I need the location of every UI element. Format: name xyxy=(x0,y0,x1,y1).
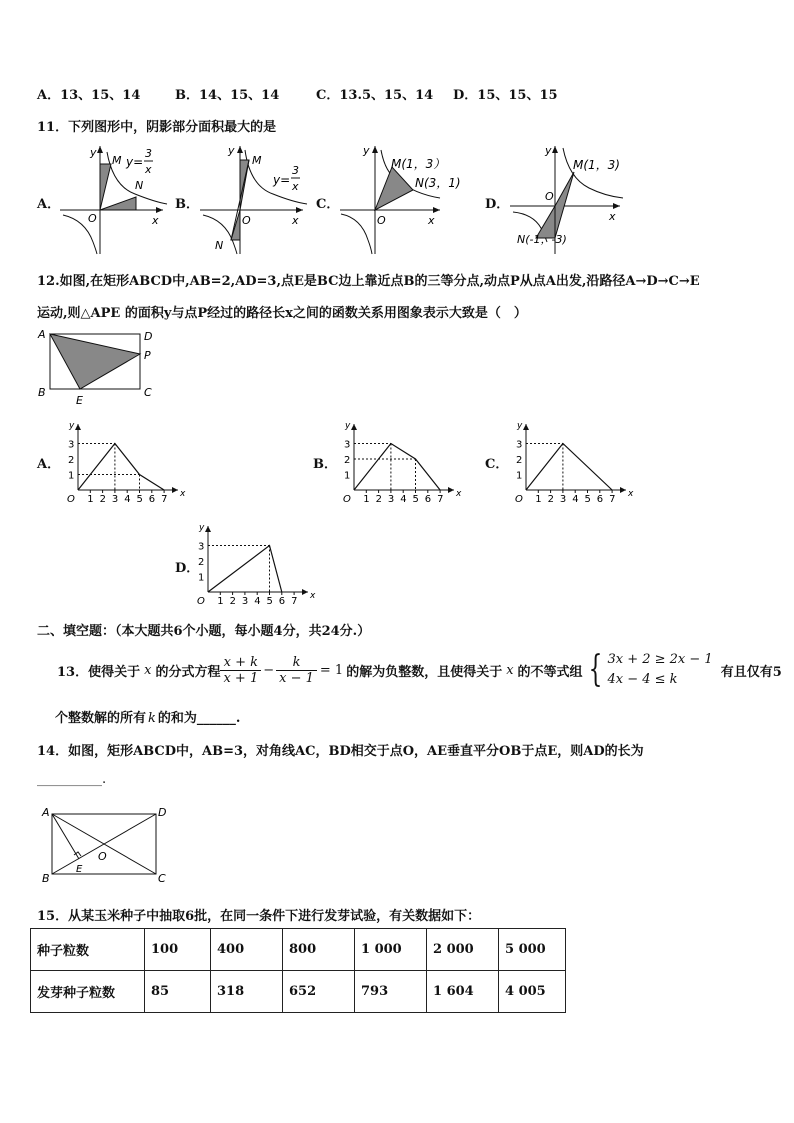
x-axis-arrow-icon xyxy=(302,589,308,595)
x-tick-label: 5 xyxy=(584,494,591,503)
x-tick-label: 4 xyxy=(572,494,579,503)
point-m-label: M xyxy=(252,154,262,167)
origin-label: O xyxy=(88,212,97,225)
fraction-numerator: x + k xyxy=(220,655,261,671)
q14-stem: 14．如图，矩形ABCD中，AB=3，对角线AC，BD相交于点O，AE垂直平分OB于点E，则AD的长为 xyxy=(37,744,644,759)
x-tick-label: 1 xyxy=(535,494,542,503)
point-n-label: N(-1，-3) xyxy=(517,233,567,246)
fraction-denominator: x − 1 xyxy=(279,670,314,686)
q12-rectangle-figure xyxy=(34,326,164,408)
table-cell: 100 xyxy=(145,929,211,971)
y-axis-arrow-icon xyxy=(523,424,529,430)
y-tick-label: 2 xyxy=(68,455,75,466)
fraction-numerator: k xyxy=(276,655,317,671)
table-cell: 652 xyxy=(283,971,355,1013)
origin-label: O xyxy=(377,214,386,227)
q13-text-4: 的不等式组 xyxy=(517,664,583,680)
left-brace-icon: { xyxy=(588,649,602,690)
table-cell: 793 xyxy=(355,971,427,1013)
q12-graph-d xyxy=(190,520,320,610)
graph-line xyxy=(208,546,282,593)
q10-option-b: B．14、15、14 xyxy=(175,88,280,103)
table-cell: 种子粒数 xyxy=(31,929,145,971)
q12-option-c-label: C． xyxy=(485,457,509,472)
q13-text-2: 的分式方程 xyxy=(155,664,221,680)
point-p-label: P xyxy=(144,349,151,362)
y-axis-arrow-icon xyxy=(205,526,211,532)
x-tick-label: 2 xyxy=(547,494,554,503)
table-row xyxy=(31,929,566,971)
y-axis-label: y xyxy=(545,144,552,157)
x-tick-label: 5 xyxy=(136,494,143,503)
q12-graph-c xyxy=(508,418,638,503)
x-axis-label: x xyxy=(609,210,616,223)
q12-stem-line1: 12.如图,在矩形ABCD中,AB=2,AD=3,点E是BC边上靠近点B的三等分点,动点P从点A出发,沿路径A→D→C→E xyxy=(37,274,700,289)
q13-var-k: k xyxy=(148,711,156,726)
table-row xyxy=(31,971,566,1013)
y-axis-label: y xyxy=(199,523,205,533)
point-a-label: A xyxy=(42,806,50,819)
q12-option-a-label: A． xyxy=(37,457,61,472)
q14-rectangle-figure xyxy=(36,802,176,886)
q11-option-d-label: D． xyxy=(485,197,510,212)
q11-option-c-label: C． xyxy=(316,197,340,212)
point-m-label: M(1，3） xyxy=(391,157,446,171)
y-axis-arrow-icon xyxy=(351,424,357,430)
point-e-label: E xyxy=(76,864,83,875)
origin-label: O xyxy=(242,214,251,227)
point-b-label: B xyxy=(42,872,50,885)
x-tick-label: 1 xyxy=(363,494,370,503)
point-b-label: B xyxy=(38,386,46,399)
table-cell: 2 000 xyxy=(427,929,499,971)
q11-option-b-label: B． xyxy=(175,197,199,212)
x-axis-label: x xyxy=(180,489,186,499)
origin-label: O xyxy=(515,494,523,503)
q13-text-1: 13．使得关于 xyxy=(57,664,141,680)
point-d-label: D xyxy=(144,330,153,343)
point-n-label: N xyxy=(215,239,224,252)
q10-option-c: C．13.5、15、14 xyxy=(316,88,434,103)
q10-option-a: A．13、15、14 xyxy=(37,88,141,103)
origin-label: O xyxy=(197,596,205,607)
q12-option-b-label: B． xyxy=(313,457,337,472)
origin-label: O xyxy=(343,494,351,503)
q13-text-6: 个整数解的所有 xyxy=(55,711,147,726)
table-cell: 5 000 xyxy=(499,929,566,971)
x-axis-label: x xyxy=(628,489,634,499)
q11-stem: 11．下列图形中，阴影部分面积最大的是 xyxy=(37,120,277,135)
x-tick-label: 4 xyxy=(254,596,261,607)
x-tick-label: 6 xyxy=(596,494,604,503)
fraction-numerator: 3 xyxy=(145,147,152,160)
point-o-label: O xyxy=(98,850,107,863)
origin-label: O xyxy=(67,494,75,503)
y-tick-label: 2 xyxy=(344,455,351,466)
q10-option-d: D．15、15、15 xyxy=(453,88,558,103)
fraction-denominator: x + 1 xyxy=(223,670,259,686)
y-tick-label: 2 xyxy=(516,455,523,466)
q11-graph-a xyxy=(55,142,170,257)
table-cell: 318 xyxy=(211,971,283,1013)
x-tick-label: 4 xyxy=(124,494,131,503)
x-tick-label: 4 xyxy=(400,494,407,503)
x-axis-arrow-icon xyxy=(172,487,178,493)
point-e-label: E xyxy=(76,394,83,407)
q12-graph-a xyxy=(60,418,190,503)
x-tick-label: 3 xyxy=(559,494,567,503)
x-axis-label: x xyxy=(310,591,316,601)
y-axis-label: y xyxy=(345,421,351,431)
x-axis-arrow-icon xyxy=(448,487,454,493)
x-tick-label: 1 xyxy=(87,494,94,503)
x-tick-label: 3 xyxy=(111,494,119,503)
x-tick-label: 3 xyxy=(241,596,249,607)
x-tick-label: 7 xyxy=(437,494,444,503)
y-axis-label: y xyxy=(517,421,523,431)
germination-table xyxy=(30,928,566,1013)
point-m-label: M xyxy=(112,154,122,167)
table-cell: 4 005 xyxy=(499,971,566,1013)
q13-fraction-2 xyxy=(276,655,317,686)
y-tick-label: 3 xyxy=(198,541,205,553)
x-tick-label: 2 xyxy=(375,494,382,503)
q12-option-d-label: D． xyxy=(175,561,200,576)
origin-label: O xyxy=(545,190,554,203)
y-tick-label: 3 xyxy=(344,439,351,451)
fraction-numerator: 3 xyxy=(292,164,299,177)
graph-line xyxy=(354,444,440,491)
x-tick-label: 6 xyxy=(148,494,156,503)
table-cell: 1 000 xyxy=(355,929,427,971)
x-axis-label: x xyxy=(428,214,435,227)
fraction-denominator: x xyxy=(145,163,152,176)
inequality-2: 4x − 4 ≤ k xyxy=(607,672,678,687)
graph-line xyxy=(526,444,612,491)
x-axis-label: x xyxy=(152,214,159,227)
y-tick-label: 3 xyxy=(516,439,523,451)
table-cell: 800 xyxy=(283,929,355,971)
x-tick-label: 3 xyxy=(387,494,395,503)
y-axis-label: y xyxy=(69,421,75,431)
q13-text-7: 的和为______. xyxy=(157,711,241,726)
function-label: y= xyxy=(273,173,291,187)
table-cell: 1 604 xyxy=(427,971,499,1013)
y-axis-label: y xyxy=(363,144,370,157)
y-tick-label: 1 xyxy=(344,470,351,482)
equals-one: = 1 xyxy=(319,662,344,678)
x-tick-label: 7 xyxy=(609,494,616,503)
x-axis-label: x xyxy=(292,214,299,227)
x-tick-label: 6 xyxy=(424,494,432,503)
y-axis-label: y xyxy=(228,144,235,157)
inequality-1: 3x + 2 ≥ 2x − 1 xyxy=(607,652,713,667)
x-tick-label: 2 xyxy=(229,596,236,607)
x-axis-arrow-icon xyxy=(620,487,626,493)
section-2-heading: 二、填空题：（本大题共6个小题，每小题4分，共24分.） xyxy=(37,624,371,639)
x-tick-label: 5 xyxy=(412,494,419,503)
q13-text-3: 的解为负整数，且使得关于 xyxy=(346,664,503,680)
y-tick-label: 1 xyxy=(198,572,205,584)
q13-line1 xyxy=(57,648,782,692)
q13-fraction-1 xyxy=(220,655,261,686)
q13-var-x: x xyxy=(144,662,152,678)
q13-inequality-system xyxy=(607,650,712,690)
graph-line xyxy=(78,444,164,491)
x-tick-label: 1 xyxy=(217,596,224,607)
point-c-label: C xyxy=(158,872,166,885)
table-cell: 85 xyxy=(145,971,211,1013)
x-tick-label: 5 xyxy=(266,596,273,607)
minus-sign: − xyxy=(263,662,275,678)
q13-text-5: 有且仅有5 xyxy=(720,664,782,680)
x-tick-label: 2 xyxy=(99,494,106,503)
q11-graph-d xyxy=(505,142,630,257)
point-c-label: C xyxy=(144,386,152,399)
table-cell: 发芽种子粒数 xyxy=(31,971,145,1013)
y-tick-label: 1 xyxy=(516,470,523,482)
x-axis-label: x xyxy=(456,489,462,499)
point-n-label: N(3，1) xyxy=(415,176,461,190)
y-axis-arrow-icon xyxy=(75,424,81,430)
function-label: y= xyxy=(126,155,144,169)
q11-graph-b xyxy=(195,142,310,257)
q11-option-a-label: A． xyxy=(37,197,61,212)
q12-stem-line2: 运动,则△APE 的面积y与点P经过的路径长x之间的函数关系用图象表示大致是（ ） xyxy=(37,306,527,321)
x-tick-label: 6 xyxy=(278,596,286,607)
y-tick-label: 3 xyxy=(68,439,75,451)
y-axis-label: y xyxy=(90,146,97,159)
x-tick-label: 7 xyxy=(161,494,168,503)
point-a-label: A xyxy=(38,328,46,341)
point-d-label: D xyxy=(158,806,167,819)
q15-stem: 15．从某玉米种子中抽取6批，在同一条件下进行发芽试验，有关数据如下： xyxy=(37,909,481,924)
table-cell: 400 xyxy=(211,929,283,971)
q13-var-x-2: x xyxy=(506,662,514,678)
y-tick-label: 2 xyxy=(198,557,205,568)
q11-graph-c xyxy=(335,142,465,257)
fraction-denominator: x xyxy=(292,180,299,193)
point-n-label: N xyxy=(135,179,144,192)
q14-answer-blank: __________. xyxy=(37,772,107,787)
x-tick-label: 7 xyxy=(291,596,298,607)
y-tick-label: 1 xyxy=(68,470,75,482)
point-m-label: M(1，3) xyxy=(573,158,620,172)
q12-graph-b xyxy=(336,418,466,503)
q13-line2 xyxy=(55,707,240,726)
